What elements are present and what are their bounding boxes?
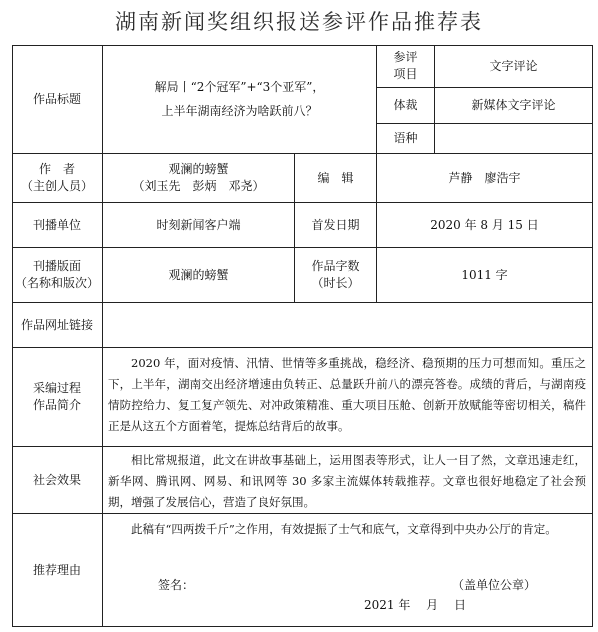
- work-title-value: [103, 45, 376, 153]
- word-count-value: 1011 字: [461, 267, 508, 282]
- process-label: [12, 348, 102, 446]
- author-label-line1: 作 者: [38, 162, 75, 176]
- page-label: [12, 248, 102, 302]
- author-label-line2: （主创人员）: [20, 179, 93, 193]
- seal-label: （盖单位公章）: [452, 577, 537, 592]
- author-label: [12, 154, 102, 202]
- author-value-line1: 观澜的螃蟹: [168, 162, 229, 176]
- editor-value: 芦静 廖浩宇: [448, 170, 521, 185]
- genre-value: 新媒体文字评论: [471, 98, 556, 112]
- date-line: 2021 年 月 日: [364, 597, 466, 612]
- process-text: 2020 年，面对疫情、汛情、世情等多重挑战，稳经济、稳预期的压力可想而知。重压之下，上半年，湖南交出经济增速由负转正、总量跃升前八的漂亮答卷。成绩的背后，与湖南疫情防控给力、复工复产领先、对冲政策精准、重大项目压舱、创新开放赋能等密切相关，稿件正是从这五个方面着笔，提炼总结背后的故事。: [108, 356, 586, 433]
- publish-date-value: 2020 年 8 月 15 日: [430, 217, 539, 232]
- url-label: 作品网址链接: [20, 317, 93, 332]
- author-value-line2: （刘玉先 彭炳 邓尧）: [132, 179, 265, 193]
- language-value: [435, 124, 592, 153]
- form-title: 湖南新闻奖组织报送参评作品推荐表: [115, 10, 483, 34]
- signature-label: 签名：: [158, 577, 195, 592]
- word-count-label-line2: （时长）: [311, 276, 360, 290]
- author-value: [103, 154, 294, 202]
- border-right: [592, 45, 593, 627]
- process-label-line2: 作品简介: [32, 398, 81, 412]
- word-count-label-line1: 作品字数: [311, 259, 360, 273]
- effect-text: 相比常规报道，此文在讲故事基础上，运用图表等形式，让人一目了然，文章迅速走红，新华网、腾讯网、网易、和讯网等 30 多家主流媒体转载推荐。文章也很好地稳定了社会预期，增强了发展信心，营造了良好氛围。: [108, 453, 586, 509]
- effect-label: 社会效果: [32, 472, 81, 487]
- category-label-line2: 项目: [393, 67, 418, 81]
- publisher-value: 时刻新闻客户端: [156, 217, 241, 232]
- reason-label: 推荐理由: [32, 562, 81, 577]
- category-value: 文字评论: [489, 58, 538, 73]
- recommendation-form-table: [12, 45, 593, 627]
- border-bottom: [12, 626, 593, 627]
- category-label: [377, 45, 434, 87]
- reason-text: 此稿有“四两拨千斤”之作用，有效提振了士气和底气，文章得到中央办公厅的肯定。: [131, 522, 557, 536]
- publisher-label: 刊播单位: [32, 217, 81, 232]
- language-label: 语种: [393, 131, 418, 145]
- genre-label: 体裁: [393, 98, 418, 112]
- word-count-label: [295, 248, 376, 302]
- page-label-line1: 刊播版面: [32, 259, 81, 273]
- editor-label: 编 辑: [317, 170, 354, 185]
- work-title-label: 作品标题: [32, 91, 81, 106]
- publish-date-label: 首发日期: [311, 217, 360, 232]
- page-value: 观澜的螃蟹: [168, 267, 229, 282]
- work-title-line2: 上半年湖南经济为啥跃前八？: [161, 104, 318, 118]
- work-title-line1: 解局丨“2个冠军”+“3个亚军”，: [154, 80, 325, 94]
- process-label-line1: 采编过程: [32, 381, 81, 395]
- url-value: [103, 303, 592, 347]
- category-label-line1: 参评: [393, 50, 418, 64]
- page-label-line2: （名称和版次）: [14, 276, 99, 290]
